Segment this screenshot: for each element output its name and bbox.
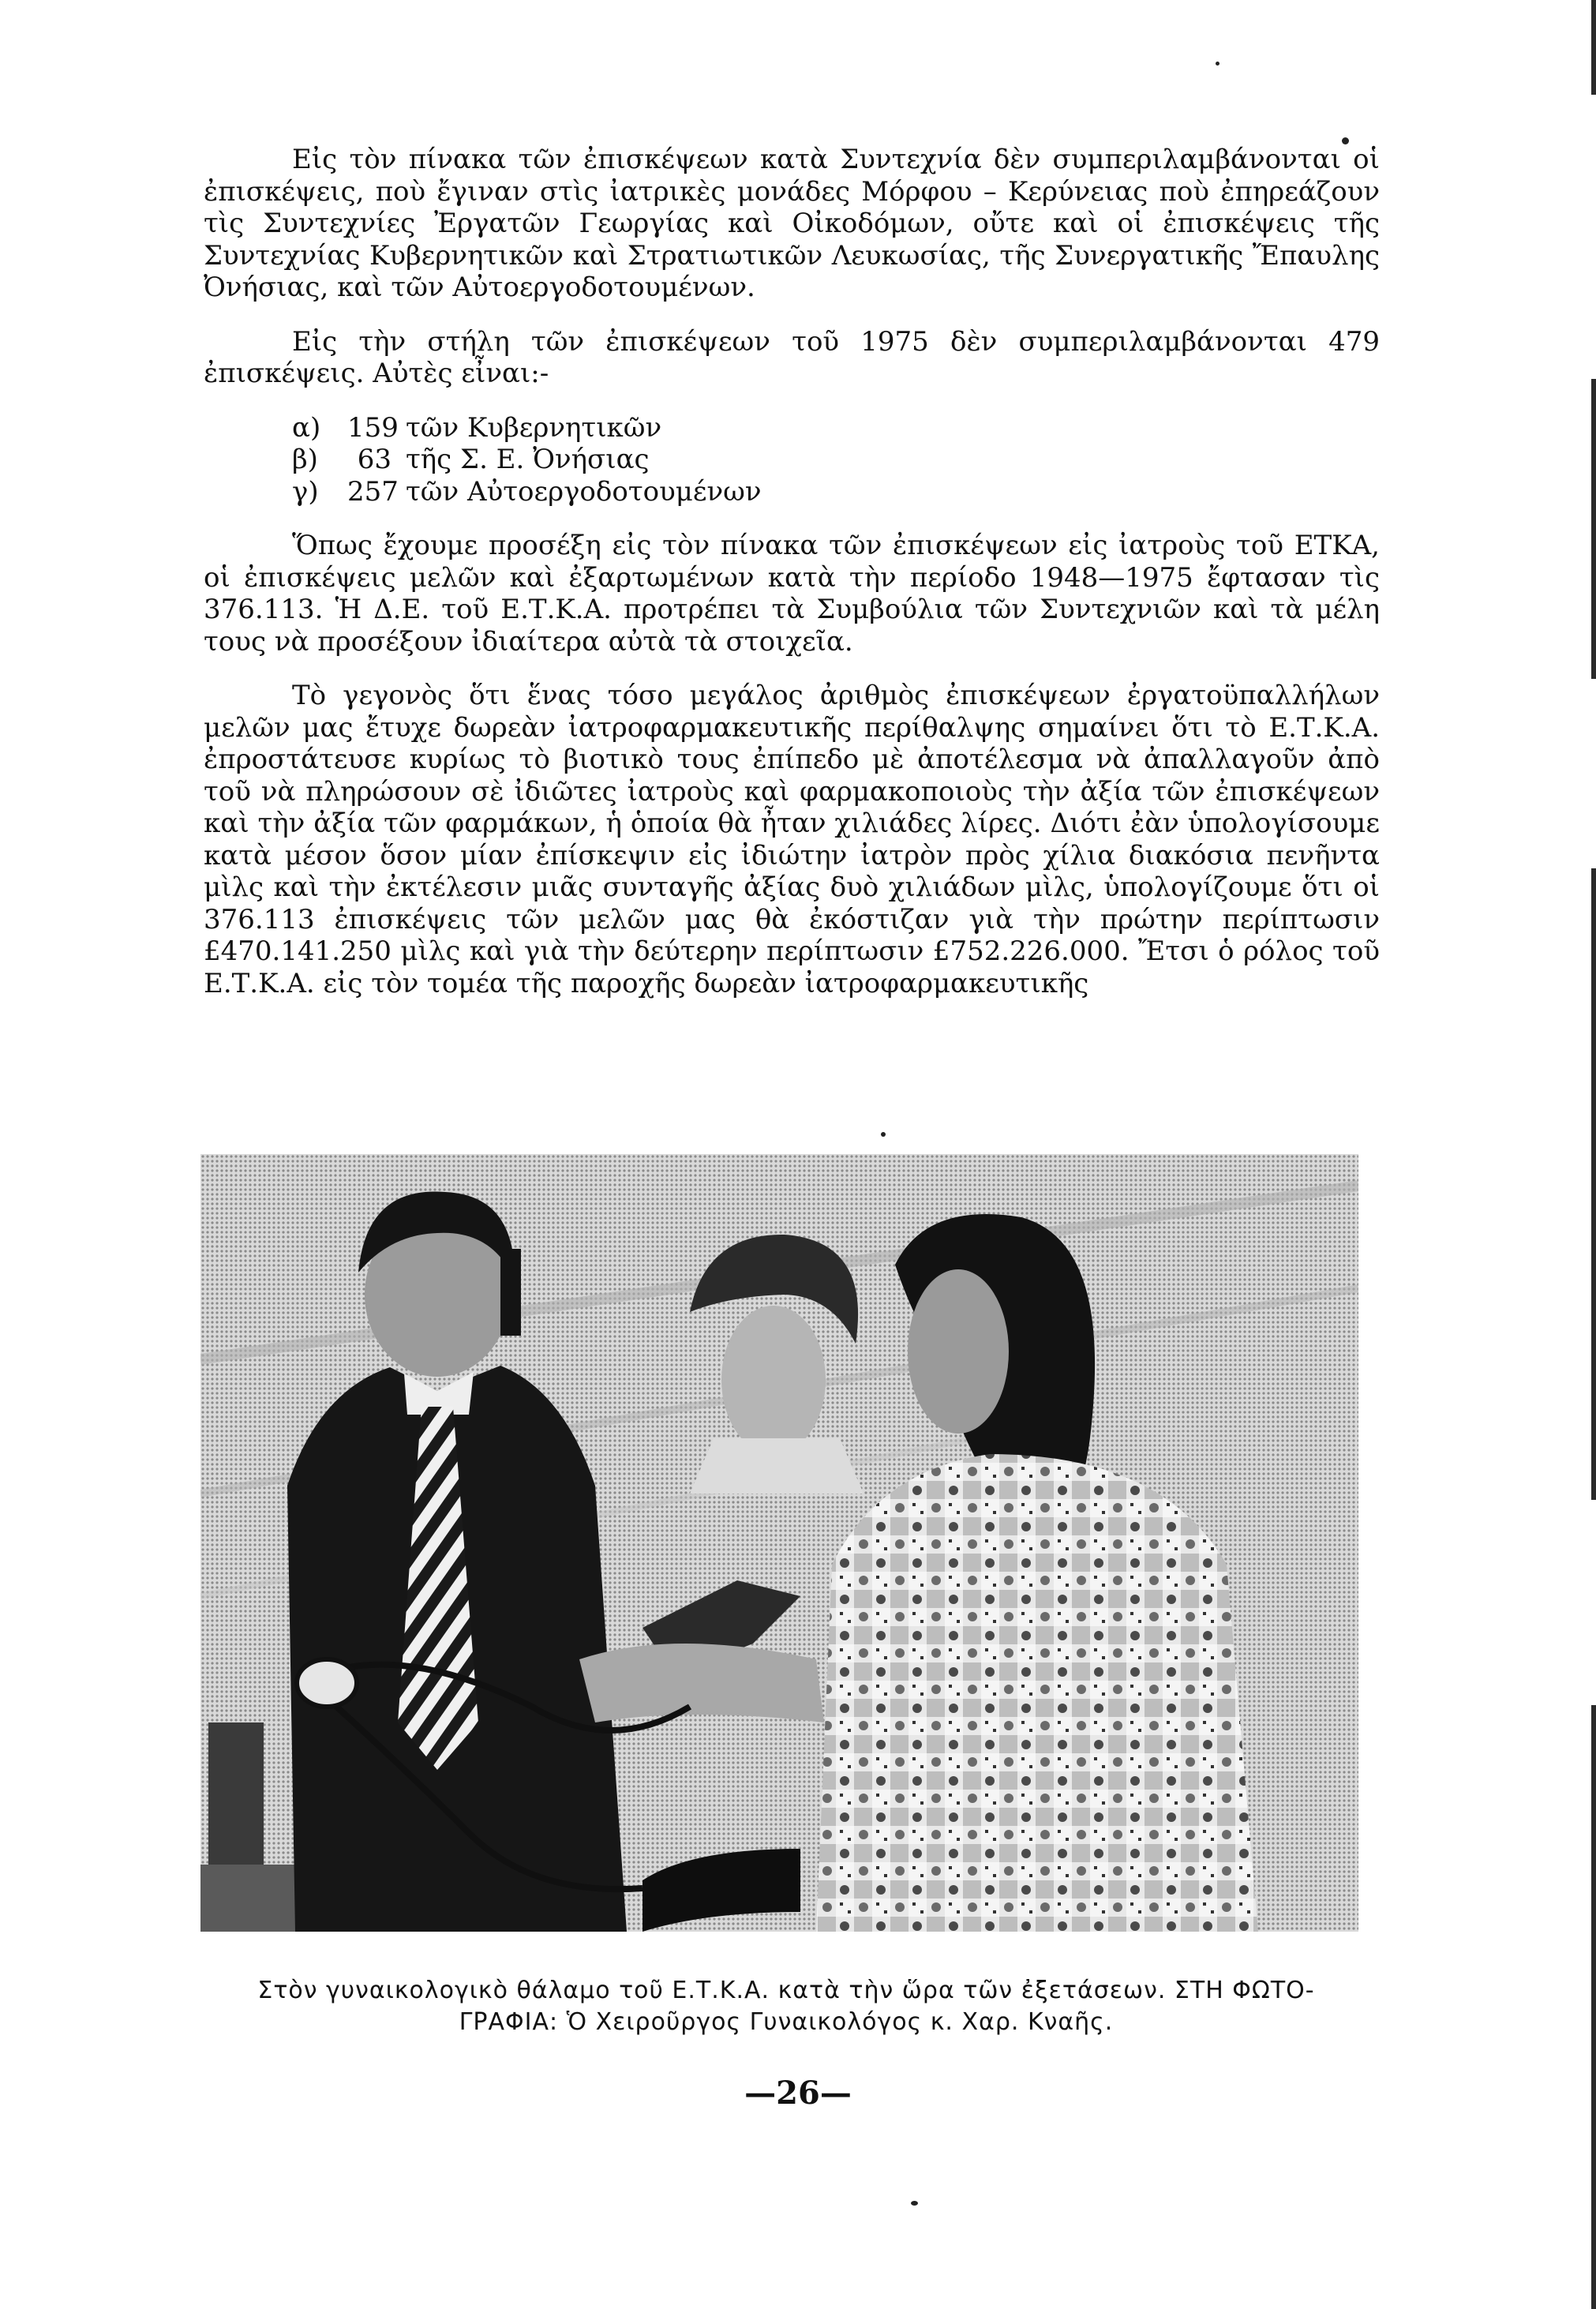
list-count: 257: [347, 475, 399, 508]
paragraph-excluded-visits: Εἰς τὸν πίνακα τῶν ἐπισκέψεων κατὰ Συντεχνία δὲν συμπεριλαμβάνονται οἱ ἐπισκέψεις, ποὺ ἔγιναν στὶς ἰατρικὲς μονάδες Μόρφου – Κερύνειας ποὺ ἐπηρεάζουν τὶς Συντεχνίες Ἐργατῶν Γεωργίας καὶ Οἰκοδόμων, οὔτε καὶ οἱ ἐπισκέψεις τῆς Συντεχνίας Κυβερνητικῶν καὶ Στρατιωτικῶν Λευκωσίας, τῆς Συνεργατικῆς Ἔπαυλης Ὀνήσιας, καὶ τῶν Αὐτοεργοδοτουμένων.: [204, 144, 1380, 303]
scan-speck: [911, 2201, 918, 2206]
paragraph-1975-column: Εἰς τὴν στήλη τῶν ἐπισκέψεων τοῦ 1975 δὲν συμπεριλαμβάνονται 479 ἐπισκέψεις. Αὐτὲς εἶναι:-: [204, 325, 1380, 389]
list-item: [292, 476, 1380, 508]
scan-speck: [881, 1132, 886, 1137]
list-marker: α): [292, 411, 321, 444]
caption-line: ΓΡΑΦΙΑ: Ὁ Χειροῦργος Γυναικολόγος κ. Χαρ. Κναῆς.: [459, 2008, 1114, 2036]
scan-edge: [1591, 0, 1596, 2309]
photo-caption: [196, 1975, 1377, 2038]
list-count: 63: [357, 444, 392, 475]
paragraph-etka-visits: Ὅπως ἔχουμε προσέξη εἰς τὸν πίνακα τῶν ἐπισκέψεων εἰς ἰατροὺς τοῦ ΕΤΚΑ, οἱ ἐπισκέψεις μελῶν καὶ ἐξαρτωμένων κατὰ τὴν περίοδο 1948—1975 ἔφτασαν τὶς 376.113. Ἡ Δ.Ε. τοῦ Ε.Τ.Κ.Α. προτρέπει τὰ Συμβούλια τῶν Συντεχνιῶν καὶ τὰ μέλη τους νὰ προσέξουν ἰδιαίτερα αὐτὰ τὰ στοιχεῖα.: [204, 530, 1380, 658]
list-marker: γ): [292, 475, 319, 508]
clinic-photograph: [200, 1154, 1358, 1932]
paragraph-cost-savings: Τὸ γεγονὸς ὅτι ἕνας τόσο μεγάλος ἀριθμὸς ἐπισκέψεων ἐργατοϋπαλλήλων μελῶν μας ἔτυχε δωρεὰν ἰατροφαρμακευτικῆς περίθαλψης σημαίνει ὅτι τὸ Ε.Τ.Κ.Α. ἐπροστάτευσε κυρίως τὸ βιοτικὸ τους ἐπίπεδο μὲ ἀποτέλεσμα νὰ ἀπαλλαγοῦν ἀπὸ τοῦ νὰ πληρώσουν σὲ ἰδιῶτες ἰατροὺς καὶ φαρμακοποιοὺς τὴν ἀξία τῶν ἐπισκέψεων καὶ τὴν ἀξία τῶν φαρμάκων, ἡ ὁποία θὰ ἦταν χιλιάδες λίρες. Διότι ἐὰν ὑπολογίσουμε κατὰ μέσον ὅσον μίαν ἐπίσκεψιν εἰς ἰδιώτην ἰατρὸν πρὸς χίλια διακόσια πενῆντα μὶλς καὶ τὴν ἐκτέλεσιν μιᾶς συνταγῆς ἀξίας δυὸ χιλιάδων μὶλς, ὑπολογίζουμε ὅτι οἱ 376.113 ἐπισκέψεις τῶν μελῶν μας θὰ ἐκόστιζαν γιὰ τὴν πρώτην περίπτωσιν £470.141.250 μὶλς καὶ γιὰ τὴν δεύτερην περίπτωσιν £752.226.000. Ἔτσι ὁ ρόλος τοῦ Ε.Τ.Κ.Α. εἰς τὸν τομέα τῆς παροχῆς δωρεὰν ἰατροφαρμακευτικῆς: [204, 680, 1380, 999]
list-source: τῆς Σ. Ε. Ὀνήσιας: [406, 444, 650, 475]
page-number: —26—: [744, 2075, 852, 2112]
caption-line: Στὸν γυναικολογικὸ θάλαμο τοῦ Ε.Τ.Κ.Α. κατὰ τὴν ὥρα τῶν ἐξετάσεων. ΣΤΗ ΦΩΤΟ-: [257, 1977, 1315, 2004]
list-source: τῶν Κυβερνητικῶν: [406, 411, 662, 444]
article-body: [204, 144, 1380, 1021]
list-item: [292, 412, 1380, 444]
scan-speck: [1216, 62, 1219, 66]
list-count: 159: [347, 411, 399, 444]
list-source: τῶν Αὐτοεργοδοτουμένων: [406, 475, 762, 508]
list-marker: β): [292, 444, 318, 475]
visit-breakdown-list: [204, 412, 1380, 508]
list-item: [292, 444, 1380, 476]
